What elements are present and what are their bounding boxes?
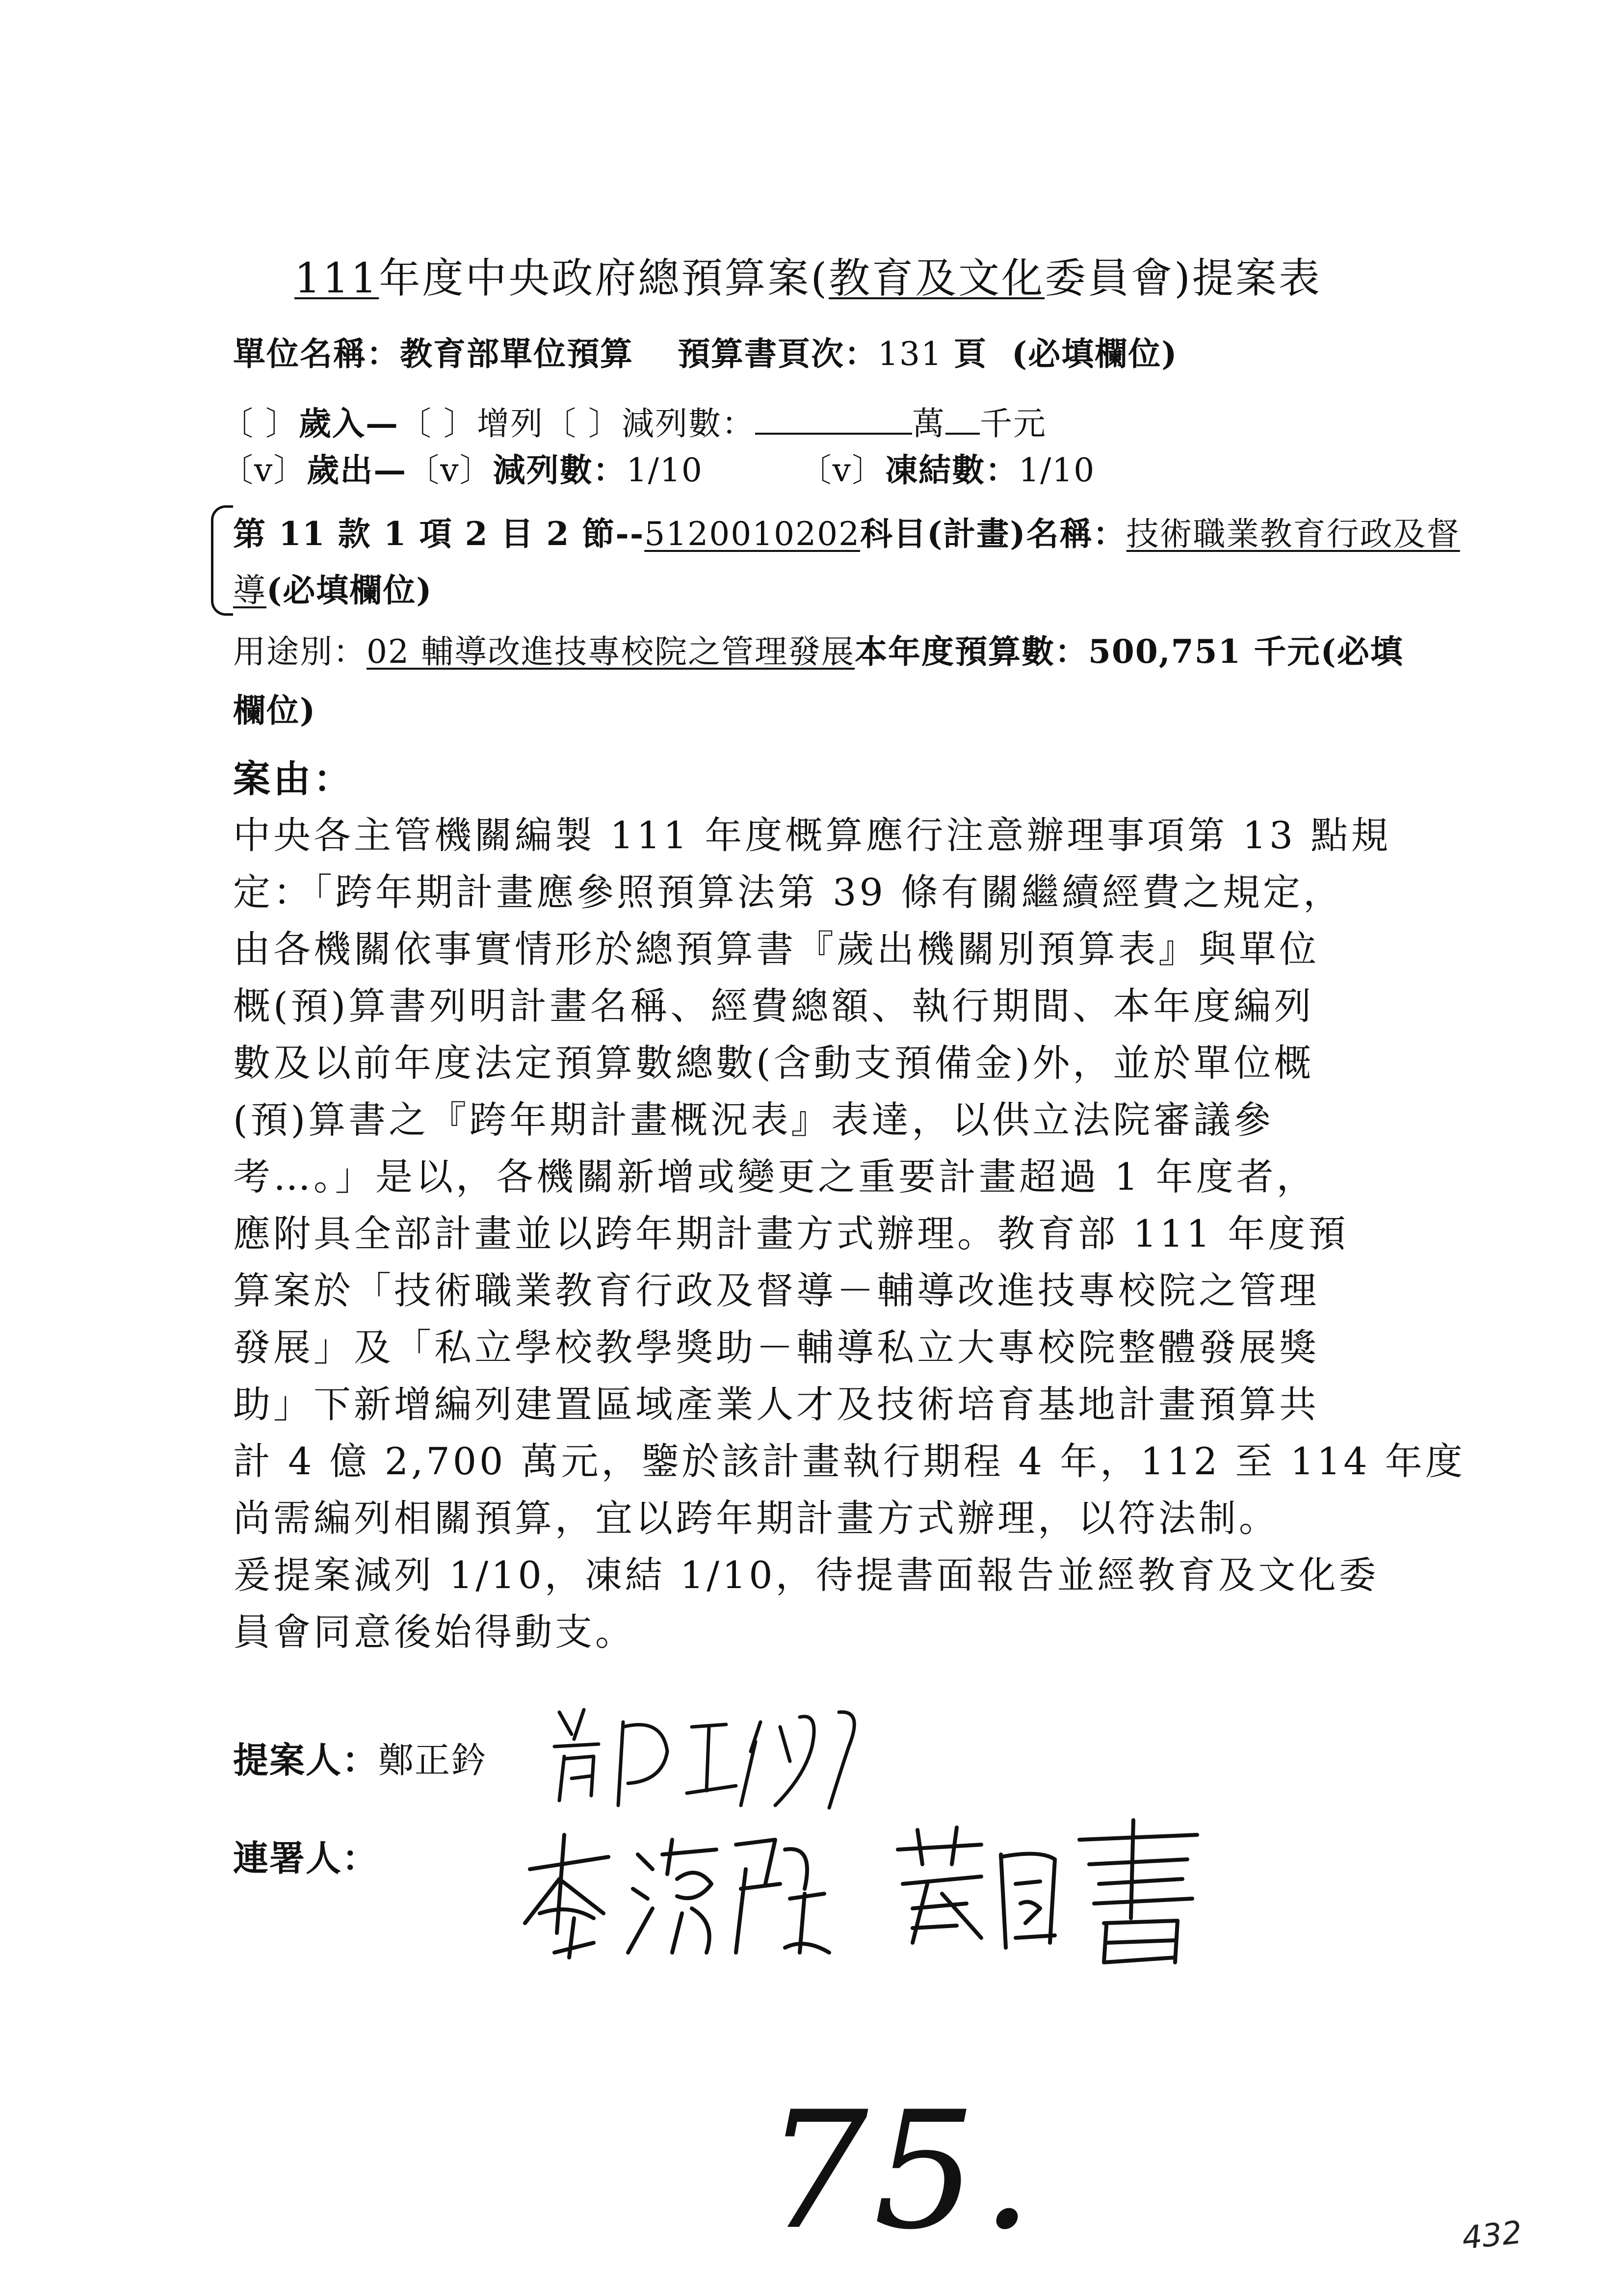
- expense-line: [221, 444, 1095, 491]
- proposer-signature: [545, 1693, 898, 1820]
- revenue-increase: 增列: [476, 405, 544, 443]
- reason-line: 計 4 億 2,700 萬元，鑒於該計畫執行期程 4 年，112 至 114 年度: [233, 1439, 1466, 1483]
- reason-line: 應附具全部計畫並以跨年期計畫方式辦理。教育部 111 年度預: [233, 1212, 1349, 1255]
- reason-line: 發展」及「私立學校教學獎助－輔導私立大專校院整體發展獎: [233, 1326, 1319, 1369]
- reason-line: 定：「跨年期計畫應參照預算法第 39 條有關繼續經費之規定，: [233, 870, 1344, 914]
- purpose-required-a: (必填: [1320, 632, 1404, 671]
- subject-label: 科目(計畫)名稱：: [860, 515, 1126, 553]
- section-required: (必填欄位): [266, 571, 433, 609]
- title-year: 111: [294, 254, 379, 302]
- section-line: [233, 508, 1460, 554]
- purpose-line-cont: [233, 684, 316, 731]
- purpose-label: 用途別：: [233, 633, 367, 671]
- reason-line: 爰提案減列 1/10，凍結 1/10，待提書面報告並經教育及文化委: [233, 1553, 1379, 1597]
- section-code: 5120010202: [644, 515, 861, 553]
- reason-line: 概(預)算書列明計畫名稱、經費總額、執行期間、本年度編列: [233, 984, 1314, 1028]
- purpose-value: 02 輔導改進技專校院之管理發展: [367, 633, 855, 671]
- title-end: 委員會)提案表: [1045, 254, 1322, 302]
- revenue-label: 歲入—: [298, 404, 399, 443]
- reason-line: 由各機關依事實情形於總預算書『歲出機關別預算表』與單位: [233, 927, 1319, 971]
- cosigner-label: 連署人：: [233, 1837, 379, 1879]
- handwritten-number: 75.: [765, 2077, 1038, 2265]
- reason-heading: 案由：: [233, 757, 354, 801]
- title-mid: 年度中央政府總預算案(: [379, 254, 829, 302]
- thousand-unit: 千元: [979, 405, 1047, 443]
- reason-line: 考…。」是以，各機關新增或變更之重要計畫超過 1 年度者，: [233, 1155, 1317, 1199]
- freeze-value: 1/10: [1019, 451, 1096, 489]
- unit-label: 單位名稱：: [233, 335, 400, 373]
- expense-checkbox-3: 〔v〕: [799, 451, 886, 489]
- section-prefix: 第 11 款 1 項 2 目 2 節--: [233, 515, 645, 553]
- cosigner-signatures: [510, 1810, 1222, 1972]
- reason-line: (預)算書之『跨年期計畫概況表』表達，以供立法院審議參: [233, 1098, 1274, 1142]
- handwritten-page-mark: 432: [1460, 2214, 1524, 2257]
- reason-line: 尚需編列相關預算，宜以跨年期計畫方式辦理，以符法制。: [233, 1496, 1279, 1540]
- subject-name-cont: 導: [233, 572, 266, 609]
- subject-name: 技術職業教育行政及督: [1126, 515, 1460, 553]
- thousand-blank: [945, 403, 980, 435]
- revenue-checkbox: 〔 〕: [221, 405, 299, 443]
- decrease-label: 減列數：: [493, 451, 627, 489]
- reason-line: 數及以前年度法定預算數總數(含動支預備金)外，並於單位概: [233, 1041, 1314, 1085]
- wan-unit: 萬: [912, 405, 945, 443]
- page-title: [294, 245, 1322, 305]
- expense-checkbox-2: 〔v〕: [407, 451, 493, 489]
- revenue-decrease: 減列數：: [621, 405, 755, 443]
- freeze-label: 凍結數：: [885, 451, 1019, 489]
- reason-line: 算案於「技術職業教育行政及督導－輔導改進技專校院之管理: [233, 1269, 1319, 1312]
- reason-body: [233, 807, 1466, 1661]
- reason-line: 中央各主管機關編製 111 年度概算應行注意辦理事項第 13 點規: [233, 813, 1391, 857]
- decrease-value: 1/10: [626, 451, 703, 489]
- page-label: 預算書頁次：: [678, 335, 878, 373]
- proposer-label: 提案人：: [233, 1739, 379, 1781]
- budget-amount: 本年度預算數：500,751 千元: [854, 632, 1321, 671]
- section-line-cont: [233, 564, 432, 611]
- revenue-line: [221, 397, 1047, 444]
- purpose-required-b: 欄位): [233, 691, 316, 730]
- cosigner-line: [233, 1830, 378, 1881]
- section-bracket: [211, 505, 233, 616]
- unit-name: 教育部單位預算: [400, 335, 633, 373]
- amount-blank: [755, 403, 912, 435]
- revenue-checkbox-2: 〔 〕: [398, 405, 477, 443]
- required-note: (必填欄位): [1011, 335, 1178, 373]
- page-suffix: 頁: [953, 335, 987, 373]
- page-number: 131: [878, 335, 943, 373]
- unit-line: [233, 328, 1178, 374]
- revenue-checkbox-3: 〔 〕: [543, 405, 622, 443]
- proposer-name: 鄭正鈐: [378, 1740, 488, 1781]
- reason-line: 助」下新增編列建置區域產業人才及技術培育基地計畫預算共: [233, 1383, 1319, 1426]
- title-committee: 教育及文化: [829, 254, 1045, 302]
- proposer-line: [233, 1732, 487, 1783]
- expense-checkbox: 〔v〕: [221, 451, 307, 489]
- expense-label: 歲出—: [307, 451, 407, 489]
- purpose-line: [233, 626, 1404, 672]
- reason-line: 員會同意後始得動支。: [233, 1610, 635, 1654]
